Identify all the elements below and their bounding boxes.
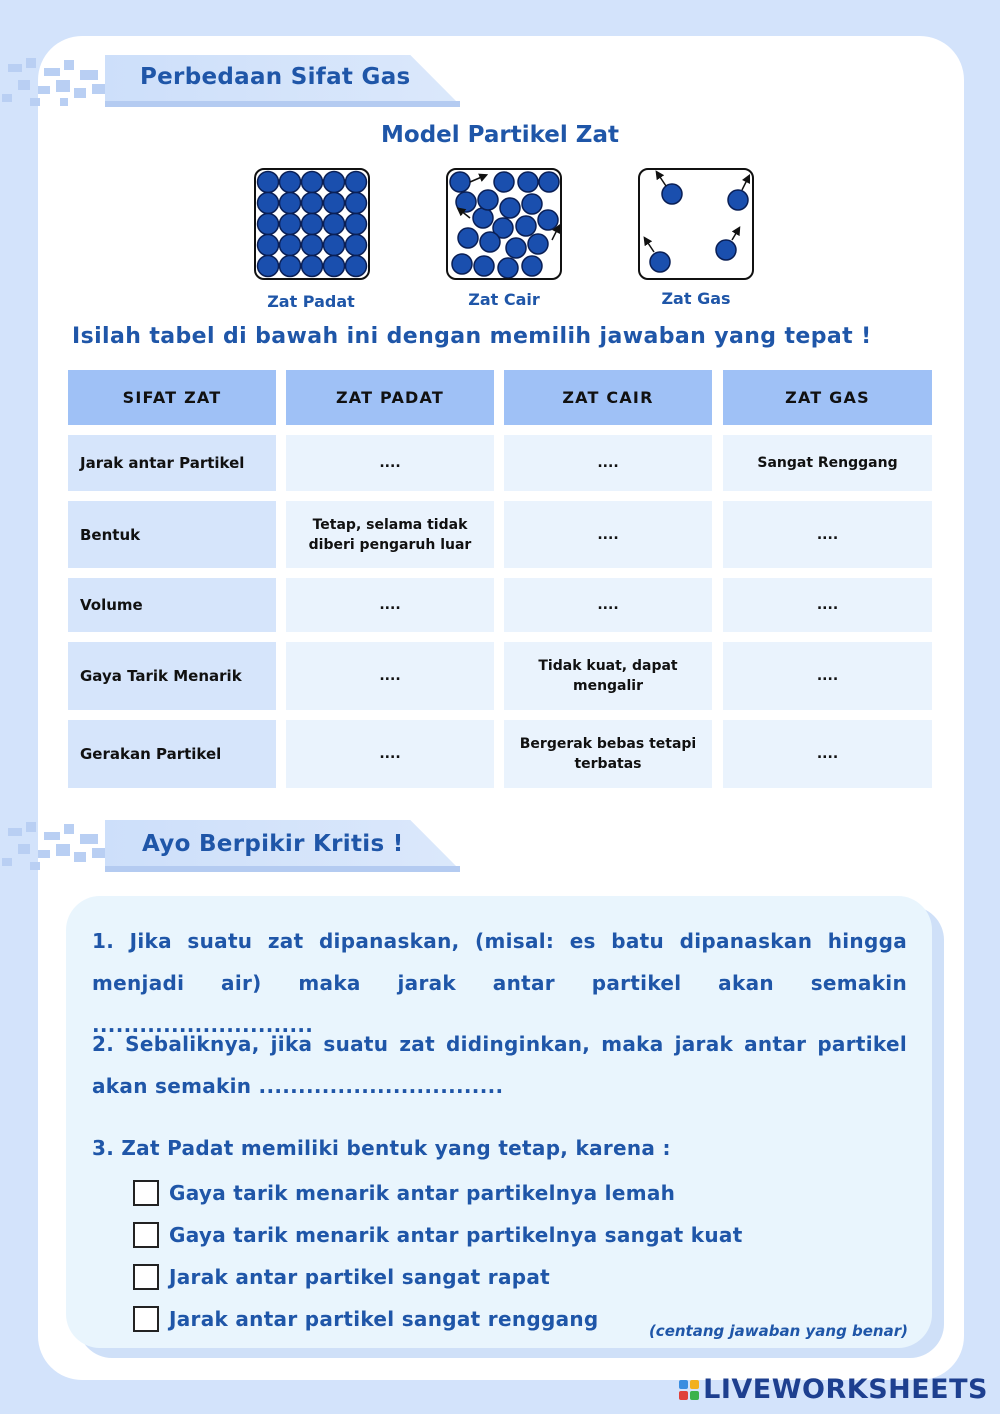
- row-label-jarak: Jarak antar Partikel: [68, 435, 276, 491]
- solid-particle: [258, 172, 279, 193]
- solid-particle: [324, 172, 345, 193]
- answer-jarak-cair[interactable]: ....: [504, 435, 712, 491]
- header-zat-padat: ZAT PADAT: [286, 370, 494, 425]
- pixel-decoration-top: [0, 58, 120, 108]
- section-title-1: Perbedaan Sifat Gas: [140, 64, 411, 90]
- question-3: 3. Zat Padat memiliki bentuk yang tetap, karena :: [92, 1136, 671, 1160]
- logo-square-v: [679, 1391, 688, 1400]
- option-4-label: Jarak antar partikel sangat renggang: [169, 1307, 599, 1331]
- header-zat-cair: ZAT CAIR: [504, 370, 712, 425]
- answer-jarak-padat[interactable]: ....: [286, 435, 494, 491]
- answer-volume-cair[interactable]: ....: [504, 578, 712, 632]
- liveworksheets-logo-icon: [679, 1380, 699, 1400]
- brand-name: LIVEWORKSHEETS: [703, 1374, 988, 1405]
- liquid-particles: [448, 170, 560, 278]
- liquid-particle-box: [446, 168, 562, 280]
- option-4[interactable]: [133, 1304, 599, 1334]
- answer-gerakan-padat[interactable]: ....: [286, 720, 494, 788]
- value-jarak-gas: Sangat Renggang: [723, 435, 932, 491]
- option-3[interactable]: [133, 1262, 550, 1292]
- option-1[interactable]: [133, 1178, 675, 1208]
- answer-gaya-padat[interactable]: ....: [286, 642, 494, 710]
- instruction-text: Isilah tabel di bawah ini dengan memilih jawaban yang tepat !: [72, 324, 872, 349]
- checkbox-option-3[interactable]: [133, 1264, 159, 1290]
- header-zat-gas: ZAT GAS: [723, 370, 932, 425]
- label-zat-padat: Zat Padat: [267, 292, 355, 311]
- answer-volume-gas[interactable]: ....: [723, 578, 932, 632]
- solid-particle: [258, 214, 279, 235]
- answer-bentuk-cair[interactable]: ....: [504, 501, 712, 568]
- solid-particle: [258, 193, 279, 214]
- answer-note: (centang jawaban yang benar): [648, 1322, 908, 1340]
- option-2-label: Gaya tarik menarik antar partikelnya sangat kuat: [169, 1223, 743, 1247]
- solid-particle: [324, 193, 345, 214]
- question-2: 2. Sebaliknya, jika suatu zat didinginkan, maka jarak antar partikel akan semakin ...............................: [92, 1032, 907, 1098]
- section-title-2: Ayo Berpikir Kritis !: [142, 831, 404, 857]
- logo-square-l: [679, 1380, 688, 1389]
- section-banner-1-shadow: [105, 101, 460, 107]
- value-gaya-cair: Tidak kuat, dapat mengalir: [504, 642, 712, 710]
- solid-particle: [280, 172, 301, 193]
- value-bentuk-padat: Tetap, selama tidak diberi pengaruh luar: [286, 501, 494, 568]
- answer-gaya-gas[interactable]: ....: [723, 642, 932, 710]
- row-label-gerakan: Gerakan Partikel: [68, 720, 276, 788]
- value-gerakan-cair: Bergerak bebas tetapi terbatas: [504, 720, 712, 788]
- solid-particle: [302, 256, 323, 277]
- gas-particle-box: [638, 168, 754, 280]
- solid-particle: [346, 214, 367, 235]
- model-title: Model Partikel Zat: [381, 122, 619, 148]
- answer-volume-padat[interactable]: ....: [286, 578, 494, 632]
- row-label-volume: Volume: [68, 578, 276, 632]
- solid-particle: [280, 214, 301, 235]
- checkbox-option-4[interactable]: [133, 1306, 159, 1332]
- label-zat-gas: Zat Gas: [661, 289, 731, 308]
- gas-particles: [640, 170, 752, 278]
- solid-particle: [324, 235, 345, 256]
- solid-particle: [324, 256, 345, 277]
- solid-particle: [346, 235, 367, 256]
- solid-particle: [346, 172, 367, 193]
- solid-particle: [324, 214, 345, 235]
- solid-particles: [256, 170, 368, 278]
- checkbox-option-2[interactable]: [133, 1222, 159, 1248]
- logo-square-e: [690, 1391, 699, 1400]
- logo-square-i: [690, 1380, 699, 1389]
- solid-particle: [346, 256, 367, 277]
- solid-particle-box: [254, 168, 370, 280]
- option-1-label: Gaya tarik menarik antar partikelnya lemah: [169, 1181, 676, 1205]
- solid-particle: [346, 193, 367, 214]
- header-sifat-zat: SIFAT ZAT: [68, 370, 276, 425]
- option-2[interactable]: [133, 1220, 743, 1250]
- solid-particle: [258, 235, 279, 256]
- question-1: 1. Jika suatu zat dipanaskan, (misal: es batu dipanaskan hingga menjadi air) maka jarak antar partikel akan semakin ............................: [92, 929, 907, 1037]
- section-banner-2-shadow: [105, 866, 460, 872]
- row-label-bentuk: Bentuk: [68, 501, 276, 568]
- answer-gerakan-gas[interactable]: ....: [723, 720, 932, 788]
- solid-particle: [302, 214, 323, 235]
- answer-bentuk-gas[interactable]: ....: [723, 501, 932, 568]
- checkbox-option-1[interactable]: [133, 1180, 159, 1206]
- solid-particle: [258, 256, 279, 277]
- solid-particle: [302, 172, 323, 193]
- label-zat-cair: Zat Cair: [468, 290, 540, 309]
- liveworksheets-logo: [679, 1374, 988, 1405]
- option-3-label: Jarak antar partikel sangat rapat: [169, 1265, 551, 1289]
- solid-particle: [280, 193, 301, 214]
- solid-particle: [280, 235, 301, 256]
- solid-particle: [302, 193, 323, 214]
- row-label-gaya-tarik: Gaya Tarik Menarik: [68, 642, 276, 710]
- solid-particle: [280, 256, 301, 277]
- solid-particle: [302, 235, 323, 256]
- pixel-decoration-bottom: [0, 822, 120, 872]
